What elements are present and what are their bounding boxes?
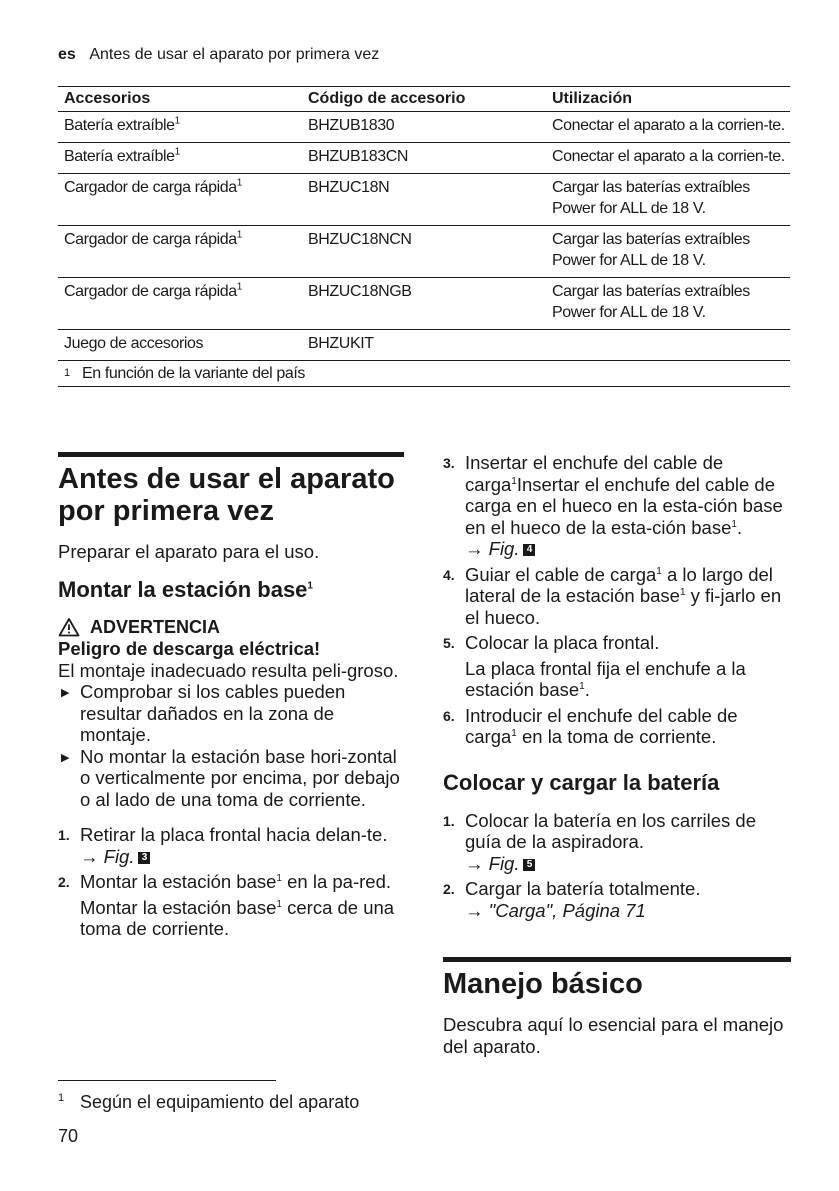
right-column (443, 452, 791, 1061)
list-item: 4. Guiar el cable de carga$^1$ a lo largo del lateral de la estación base$^1$ y fi-jarlo en el hueco. (443, 563, 782, 628)
table-row (58, 278, 790, 330)
list-item: 2. Cargar la batería totalmente. → "Carga", Página 71 (443, 878, 701, 921)
table-row (58, 143, 790, 174)
accessory-code: BHZUC18NGB (302, 278, 546, 330)
accessory-use: Cargar las baterías extraíbles Power for ALL de 18 V. (546, 174, 790, 226)
figure-number-icon: 3 (138, 852, 150, 864)
accessory-use: Cargar las baterías extraíbles Power for ALL de 18 V. (546, 278, 790, 330)
accessory-code: BHZUKIT (302, 330, 546, 361)
bullet-icon: ▶ (61, 687, 70, 699)
column-header: Accesorios (58, 87, 302, 112)
accessory-use: Conectar el aparato a la corrien-te. (546, 143, 790, 174)
accessory-name: Cargador de carga rápida$^1$ (58, 174, 302, 226)
table-row (58, 174, 790, 226)
subsection-title: Montar la estación base$^1$ (58, 576, 313, 602)
header-title: Antes de usar el aparato por primera vez (89, 46, 380, 63)
figure-reference[interactable]: → Fig. 4 (465, 538, 535, 559)
list-item: 2. Montar la estación base$^1$ en la pa-red. Montar la estación base$^1$ cerca de una toma de corriente. (58, 871, 404, 940)
accessory-name: Batería extraíble$^1$ (58, 112, 302, 143)
figure-number-icon: 5 (523, 859, 535, 871)
table-row (58, 226, 790, 278)
figure-reference[interactable]: → Fig. 3 (80, 846, 150, 867)
accessory-use: Cargar las baterías extraíbles Power for ALL de 18 V. (546, 226, 790, 278)
accessories-table (58, 86, 790, 387)
accessory-use (546, 330, 790, 361)
column-header: Código de accesorio (302, 87, 546, 112)
subsection-title: Colocar y cargar la batería (443, 769, 720, 795)
accessory-code: BHZUB183CN (302, 143, 546, 174)
section-rule (58, 452, 404, 457)
warning-label: ADVERTENCIA (58, 617, 404, 639)
table-header-row (58, 87, 790, 112)
steps-list (443, 452, 791, 748)
figure-number-icon: 4 (523, 544, 535, 556)
accessory-name: Cargador de carga rápida$^1$ (58, 226, 302, 278)
accessory-use: Conectar el aparato a la corrien-te. (546, 112, 790, 143)
steps-list (58, 824, 404, 940)
page-reference-link[interactable]: → "Carga", Página 71 (465, 899, 646, 921)
section-intro: Preparar el aparato para el uso. (58, 541, 320, 562)
list-item: 3. Insertar el enchufe del cable de carga$^1$Insertar el enchufe del cable de carga en el hueco en la esta-ción base en el hueco de la esta-ción base$^1$. → Fig. 4 (443, 452, 783, 559)
accessory-code: BHZUC18NCN (302, 226, 546, 278)
bullet-icon: ▶ (61, 751, 70, 764)
table-row (58, 112, 790, 143)
section-rule (443, 957, 791, 962)
list-item: ▶ No montar la estación base hori-zontal o verticalmente por encima, por debajo o al lado de una toma de corriente. (61, 745, 400, 810)
list-item: 5. Colocar la placa frontal. La placa frontal fija el enchufe a la estación base$^1$. (443, 632, 791, 701)
accessory-name: Juego de accesorios (58, 330, 302, 361)
steps-list (443, 810, 791, 922)
list-item: 1. Retirar la placa frontal hacia delan-te. → Fig. 3 (58, 824, 388, 867)
list-item: ▶ Comprobar si los cables pueden resultar dañados en la zona de montaje. (61, 681, 346, 745)
list-item: 6. Introducir el enchufe del cable de carga$^1$ en la toma de corriente. (443, 704, 738, 747)
accessory-name: Batería extraíble$^1$ (58, 143, 302, 174)
warning-text: El montaje inadecuado resulta peli-groso. (58, 659, 399, 681)
page-footnote: 1 Según el equipamiento del aparato (58, 1092, 360, 1112)
table-row (58, 330, 790, 361)
page-number: 70 (58, 1126, 79, 1146)
warning-bullets (58, 681, 404, 810)
figure-reference[interactable]: → Fig. 5 (465, 853, 535, 874)
step-note: La placa frontal fija el enchufe a la estación base$^1$. (465, 657, 746, 700)
warning-title: Peligro de descarga eléctrica! (58, 638, 321, 659)
accessory-name: Cargador de carga rápida$^1$ (58, 278, 302, 330)
left-column (58, 452, 404, 944)
language-code: es (58, 46, 76, 63)
table-footnote-row (58, 361, 790, 387)
footnote-rule (58, 1080, 276, 1081)
accessory-code: BHZUB1830 (302, 112, 546, 143)
section-title: Antes de usar el aparato por primera vez (58, 463, 395, 527)
section-title: Manejo básico (443, 968, 643, 1000)
accessory-code: BHZUC18N (302, 174, 546, 226)
page-header (58, 46, 379, 64)
section-intro: Descubra aquí lo esencial para el manejo del aparato. (443, 1014, 784, 1057)
table-footnote: 1 En función de la variante del país (58, 361, 790, 387)
step-note: Montar la estación base$^1$ cerca de una toma de corriente. (80, 896, 395, 939)
column-header: Utilización (546, 87, 790, 112)
list-item: 1. Colocar la batería en los carriles de guía de la aspiradora. → Fig. 5 (443, 809, 757, 874)
warning-icon (58, 617, 80, 637)
